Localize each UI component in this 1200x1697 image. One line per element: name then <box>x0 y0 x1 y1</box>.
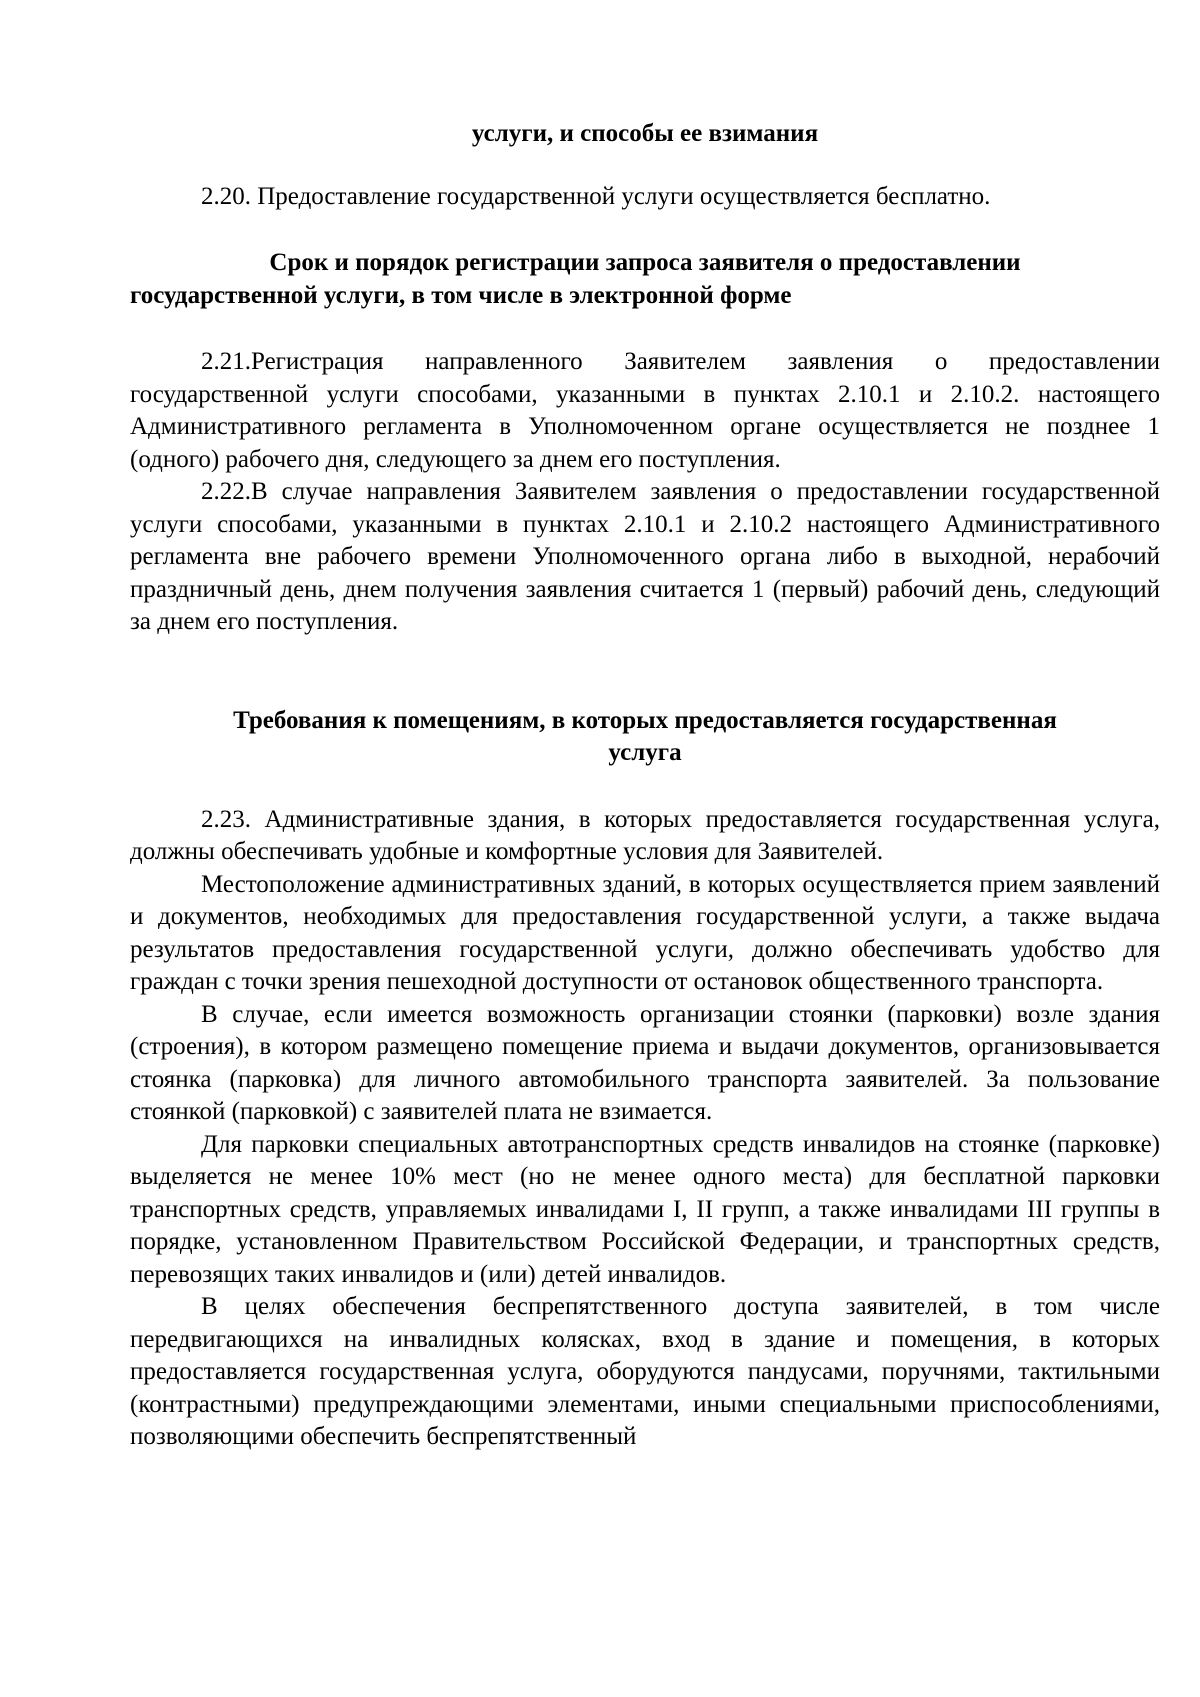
paragraph-2-21: 2.21.Регистрация направленного Заявителем заявления о предоставлении государственной услуги способами, указанными в пунктах 2.10.1 и 2.10.2. настоящего Административного регламента в Уполномоченном органе осуществляется не позднее 1 (одного) рабочего дня, следующего за днем его поступления. <box>130 348 1160 473</box>
section-heading-fee-continuation: услуги, и способы ее взимания <box>471 120 819 147</box>
heading-premises-line-1: Требования к помещениям, в которых предоставляется государственная <box>233 706 1057 734</box>
paragraph-disabled-parking: Для парковки специальных автотранспортных средств инвалидов на стоянке (парковке) выделяется не менее 10% мест (но не менее одного места) для бесплатной парковки транспортных средств, управляемых инвалидами I, II групп, а также инвалидами III группы в порядке, установленном Правительством Российской Федерации, и транспортных средств, перевозящих таких инвалидов и (или) детей инвалидов. <box>130 1130 1160 1288</box>
paragraph-2-22: 2.22.В случае направления Заявителем заявления о предоставлении государственной услуги способами, указанными в пунктах 2.10.1 и 2.10.2 настоящего Административного регламента вне рабочего времени Уполномоченного органа либо в выходной, нерабочий праздничный день, днем получения заявления считается 1 (первый) рабочий день, следующий за днем его поступления. <box>130 478 1160 635</box>
paragraph-access: В целях обеспечения беспрепятственного доступа заявителей, в том числе передвигающихся на инвалидных колясках, вход в здание и помещения, в которых предоставляется государственная услуга, оборудуются пандусами, поручнями, тактильными (контрастными) предупреждающими элементами, иными специальными приспособлениями, позволяющими обеспечить беспрепятственный <box>130 1293 1160 1450</box>
heading-registration-line-1: Срок и порядок регистрации запроса заявителя о предоставлении <box>269 249 1021 276</box>
heading-premises-line-2: услуга <box>608 739 682 766</box>
section-heading-premises <box>130 705 1160 770</box>
paragraph-parking: В случае, если имеется возможность организации стоянки (парковки) возле здания (строения), в котором размещено помещение приема и выдачи документов, организовывается стоянка (парковка) для личного автомобильного транспорта заявителей. За пользование стоянкой (парковкой) с заявителей плата не взимается. <box>130 1000 1160 1125</box>
section-heading-registration <box>130 247 1160 312</box>
paragraph-2-20: 2.20. Предоставление государственной услуги осуществляется бесплатно. <box>201 182 991 210</box>
document-body <box>130 118 1160 1454</box>
paragraph-2-23: 2.23. Административные здания, в которых предоставляется государственная услуга, должны обеспечивать удобные и комфортные условия для Заявителей. <box>130 805 1160 865</box>
heading-registration-line-2: государственной услуги, в том числе в электронной форме <box>130 281 792 309</box>
paragraph-location: Местоположение административных зданий, в которых осуществляется прием заявлений и документов, необходимых для предоставления государственной услуги, а также выдача результатов предоставления государственной услуги, должно обеспечивать удобство для граждан с точки зрения пешеходной доступности от остановок общественного транспорта. <box>130 870 1160 995</box>
